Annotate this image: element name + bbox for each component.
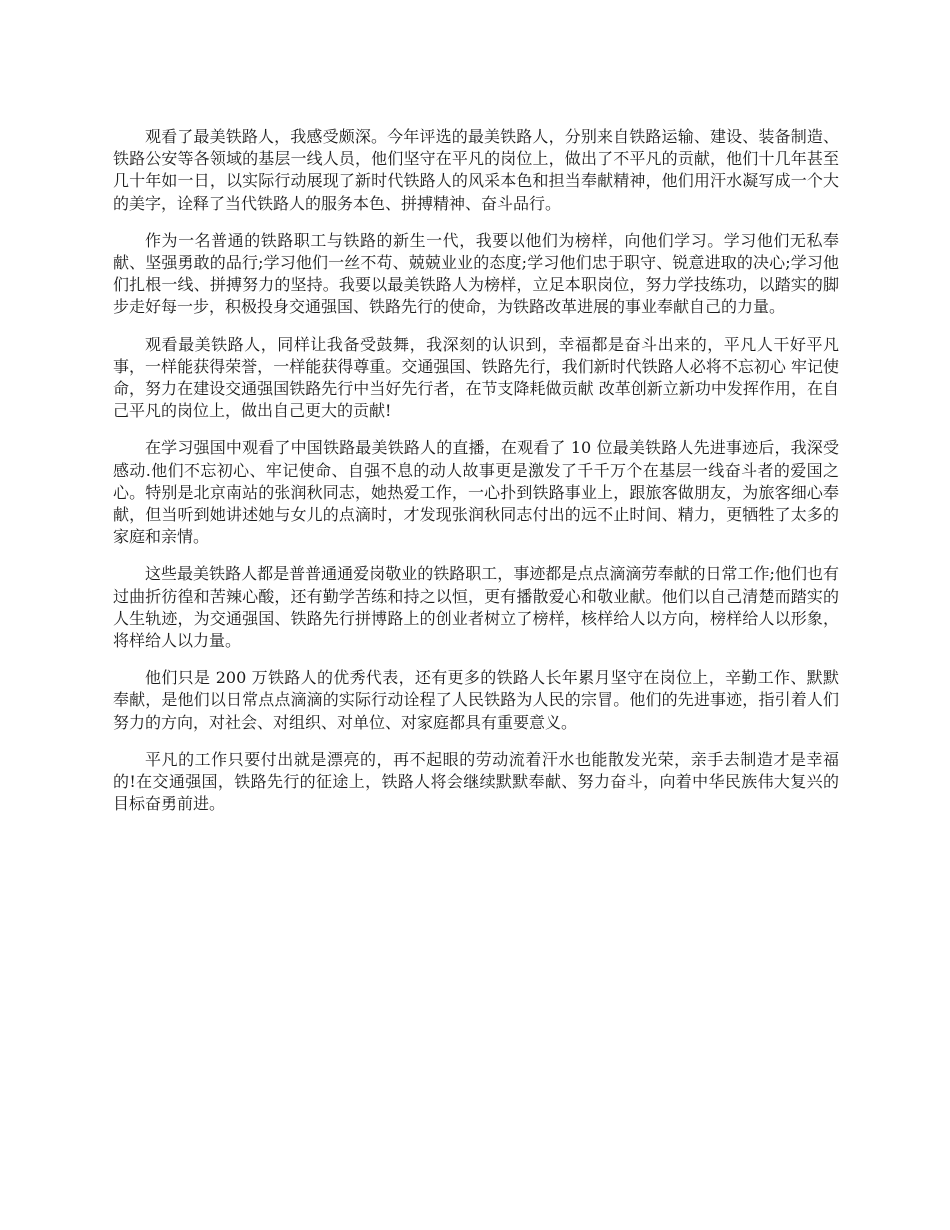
paragraph-2: 作为一名普通的铁路职工与铁路的新生一代，我要以他们为榜样，向他们学习。学习他们无私奉献、坚强勇敢的品行;学习他们一丝不苟、兢兢业业的态度;学习他们忠于职守、锐意进取的决心;学习他们扎根一线、拼搏努力的坚持。我要以最美铁路人为榜样，立足本职岗位，努力学技练功，以踏实的脚步走好每一步，积极投身交通强国、铁路先行的使命，为铁路改革进展的事业奉献自己的力量。 [113, 230, 839, 317]
document-body [113, 126, 839, 830]
paragraph-6: 他们只是 200 万铁路人的优秀代表，还有更多的铁路人长年累月坚守在岗位上，辛勤工作、默默奉献，是他们以日常点点滴滴的实际行动诠程了人民铁路为人民的宗冒。他们的先进事迹，指引着人们努力的方向，对社会、对组织、对单位、对家庭都具有重要意义。 [113, 668, 839, 732]
paragraph-5: 这些最美铁路人都是普普通通爱岗敬业的铁路职工，事迹都是点点滴滴劳奉献的日常工作;他们也有过曲折彷徨和苦辣心酸，还有勤学苦练和持之以恒，更有播散爱心和敬业献。他们以自己清楚而踏实的人生轨迹，为交通强国、铁路先行拼博路上的创业者树立了榜样，核样给人以方向，榜样给人以形象，将样给人以力量。 [113, 564, 839, 651]
paragraph-1: 观看了最美铁路人，我感受颇深。今年评选的最美铁路人，分别来自铁路运输、建设、装备制造、铁路公安等各领域的基层一线人员，他们坚守在平凡的岗位上，做出了不平凡的贡献，他们十几年甚至几十年如一日，以实际行动展现了新时代铁路人的风采本色和担当奉献精神，他们用汗水凝写成一个大的美字，诠释了当代铁路人的服务本色、拼搏精神、奋斗品行。 [113, 127, 839, 213]
paragraph-3: 观看最美铁路人，同样让我备受鼓舞，我深刻的认识到，幸福都是奋斗出来的，平凡人干好平凡事，一样能获得荣誉，一样能获得尊重。交通强国、铁路先行，我们新时代铁路人必将不忘初心 牢记使命，努力在建设交通强国铁路先行中当好先行者，在节支降耗做贡献 改革创新立新功中发挥作用，在自己平凡的岗位上，做出自己更大的贡献! [113, 334, 839, 421]
paragraph-4: 在学习强国中观看了中国铁路最美铁路人的直播，在观看了 10 位最美铁路人先进事迹后，我深受感动.他们不忘初心、牢记使命、自强不息的动人故事更是激发了千千万个在基层一线奋斗者的爱国之心。特别是北京南站的张润秋同志，她热爱工作，一心扑到铁路事业上，跟旅客做朋友，为旅客细心奉献，但当听到她讲述她与女儿的点滴时，才发现张润秋同志付出的远不止时间、精力，更牺牲了太多的家庭和亲情。 [113, 438, 839, 547]
paragraph-7: 平凡的工作只要付出就是漂亮的，再不起眼的劳动流着汗水也能散发光荣，亲手去制造才是幸福的!在交通强国，铁路先行的征途上，铁路人将会继续默默奉献、努力奋斗，向着中华民族伟大复兴的目标奋勇前进。 [113, 749, 839, 814]
